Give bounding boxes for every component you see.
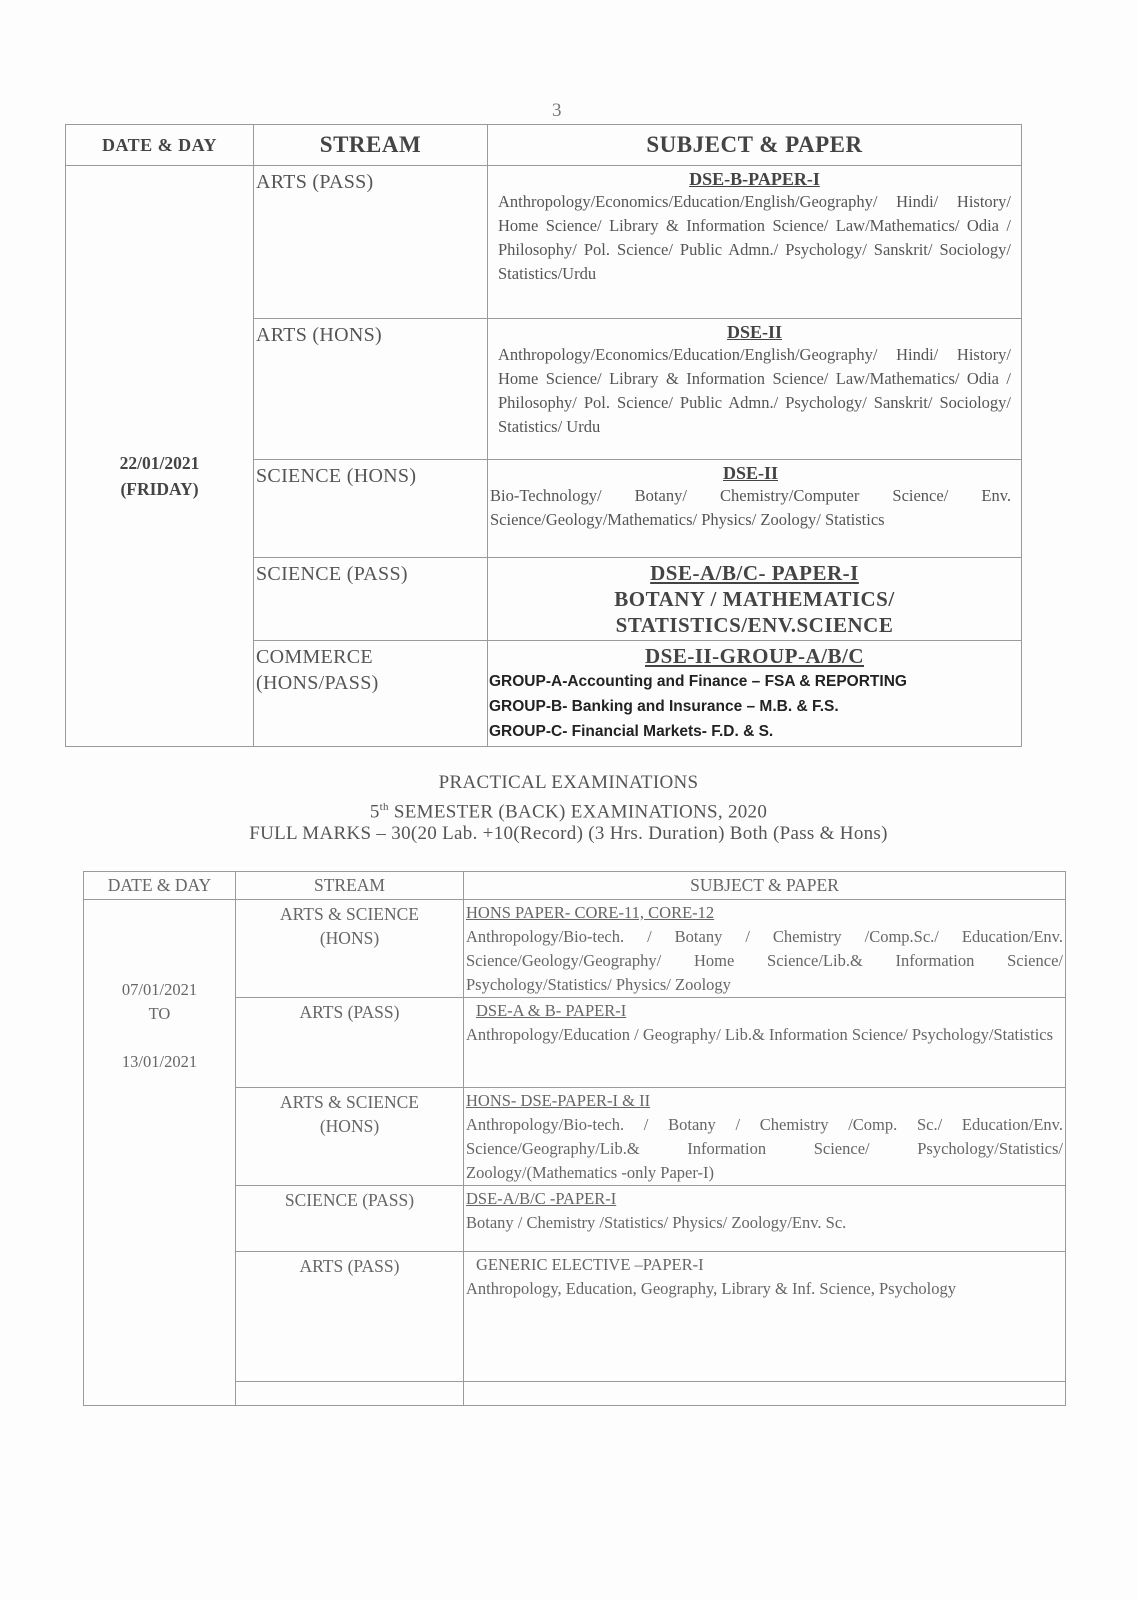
subject-cell	[488, 558, 1022, 641]
practical-exam-table	[83, 871, 1066, 1406]
subject-list: Anthropology/Bio-tech. / Botany / Chemistry /Comp. Sc./ Education/Env. Science/Geography/Lib.& Information Science/ Psychology/Statistics/ Zoology/(Mathematics -only Paper-I)	[466, 1115, 1063, 1182]
stream-cell: SCIENCE (PASS)	[254, 558, 488, 641]
stream-cell	[254, 641, 488, 747]
subject-list: Anthropology/Education / Geography/ Lib.& Information Science/ Psychology/Statistics	[466, 1025, 1054, 1044]
paper-title: DSE-II	[722, 463, 779, 483]
subject-cell	[488, 319, 1022, 460]
header-date-day: DATE & DAY	[84, 872, 236, 900]
stream-line: (HONS/PASS)	[256, 672, 379, 694]
page-number: 3	[552, 100, 562, 121]
header-subject-paper: SUBJECT & PAPER	[488, 125, 1022, 166]
subject-list: Anthropology/Bio-tech. / Botany / Chemistry /Comp.Sc./ Education/Env. Science/Geology/Geography/ Home Science/Lib.& Information Science/ Psychology/Statistics/ Physics/ Zoology	[466, 927, 1063, 994]
stream-line: (HONS)	[319, 1116, 380, 1136]
stream-line: (HONS)	[319, 928, 380, 948]
stream-cell	[236, 900, 464, 998]
subject-cell	[488, 641, 1022, 747]
practical-title: PRACTICAL EXAMINATIONS	[438, 772, 699, 793]
header-subject-paper: SUBJECT & PAPER	[464, 872, 1066, 900]
exam-date-cell	[66, 166, 254, 747]
paper-title: HONS- DSE-PAPER-I & II	[466, 1091, 651, 1110]
semester-heading	[0, 795, 1137, 824]
subject-cell	[488, 460, 1022, 558]
stream-cell: SCIENCE (HONS)	[254, 460, 488, 558]
empty-cell	[236, 1382, 464, 1406]
stream-line: ARTS & SCIENCE	[280, 904, 419, 924]
paper-title: DSE-B-PAPER-I	[689, 169, 820, 189]
subject-cell	[464, 900, 1066, 998]
subject-list: Anthropology/Economics/Education/English/Geography/ Hindi/ History/ Home Science/ Library & Information Science/ Law/Mathematics/ Odia / Philosophy/ Pol. Science/ Public Admn./ Psychology/ Sanskrit/ Sociology/ Statistics/ Urdu	[498, 345, 1011, 436]
semester-text: SEMESTER (BACK) EXAMINATIONS, 2020	[388, 801, 768, 823]
subject-cell	[464, 1088, 1066, 1186]
exam-day: (FRIDAY)	[120, 479, 199, 499]
paper-title: DSE-A & B- PAPER-I	[476, 1001, 627, 1020]
subject-cell	[464, 1252, 1066, 1382]
full-marks-line: FULL MARKS – 30(20 Lab. +10(Record) (3 Hrs. Duration) Both (Pass & Hons)	[249, 823, 888, 844]
header-date-day: DATE & DAY	[66, 125, 254, 166]
subject-list: Bio-Technology/ Botany/ Chemistry/Computer Science/ Env. Science/Geology/Mathematics/ Physics/ Zoology/ Statistics	[490, 486, 1011, 529]
header-stream: STREAM	[236, 872, 464, 900]
stream-line: SCIENCE (PASS)	[284, 1190, 415, 1210]
subject-list: Anthropology/Economics/Education/English/Geography/ Hindi/ History/ Home Science/ Library & Information Science/ Law/Mathematics/ Odia / Philosophy/ Pol. Science/ Public Admn./ Psychology/ Sanskrit/ Sociology/ Statistics/Urdu	[498, 192, 1011, 283]
stream-cell: ARTS (HONS)	[254, 319, 488, 460]
subject-list: Anthropology, Education, Geography, Library & Inf. Science, Psychology	[466, 1279, 956, 1298]
table-row	[84, 900, 1066, 998]
paper-title: DSE-II-GROUP-A/B/C	[644, 644, 864, 668]
header-stream: STREAM	[254, 125, 488, 166]
exam-date-cell	[84, 900, 236, 1406]
subject-line: BOTANY / MATHEMATICS/	[614, 587, 895, 611]
subject-cell	[488, 166, 1022, 319]
exam-date: 22/01/2021	[119, 453, 200, 473]
empty-cell	[464, 1382, 1066, 1406]
group-line: GROUP-C- Financial Markets- F.D. & S.	[489, 723, 774, 740]
stream-cell	[236, 1252, 464, 1382]
stream-line: COMMERCE	[256, 646, 373, 668]
subject-line: STATISTICS/ENV.SCIENCE	[615, 613, 894, 637]
group-line: GROUP-A-Accounting and Finance – FSA & REPORTING	[489, 673, 907, 690]
theory-exam-table	[65, 124, 1022, 747]
group-line: GROUP-B- Banking and Insurance – M.B. & F.S.	[489, 698, 839, 715]
date-to-label: TO	[148, 1004, 171, 1023]
subject-cell	[464, 1186, 1066, 1252]
semester-suffix: th	[379, 801, 389, 813]
stream-cell: ARTS (PASS)	[254, 166, 488, 319]
paper-title: HONS PAPER- CORE-11, CORE-12	[466, 903, 715, 922]
stream-cell	[236, 1088, 464, 1186]
paper-title: DSE-A/B/C -PAPER-I	[466, 1189, 617, 1208]
paper-title: DSE-A/B/C- PAPER-I	[650, 561, 859, 585]
stream-line: ARTS & SCIENCE	[280, 1092, 419, 1112]
stream-line: ARTS (PASS)	[299, 1256, 400, 1276]
date-from: 07/01/2021	[121, 980, 198, 999]
stream-cell	[236, 1186, 464, 1252]
subject-cell	[464, 998, 1066, 1088]
subject-list: Botany / Chemistry /Statistics/ Physics/ Zoology/Env. Sc.	[466, 1213, 847, 1232]
table-header-row	[66, 125, 1022, 166]
stream-line: ARTS (PASS)	[299, 1002, 400, 1022]
date-to: 13/01/2021	[121, 1052, 198, 1071]
paper-title: GENERIC ELECTIVE –PAPER-I	[476, 1255, 704, 1274]
stream-cell	[236, 998, 464, 1088]
paper-title: DSE-II	[726, 322, 783, 342]
table-header-row	[84, 872, 1066, 900]
semester-number: 5	[369, 801, 380, 823]
table-row	[66, 166, 1022, 319]
